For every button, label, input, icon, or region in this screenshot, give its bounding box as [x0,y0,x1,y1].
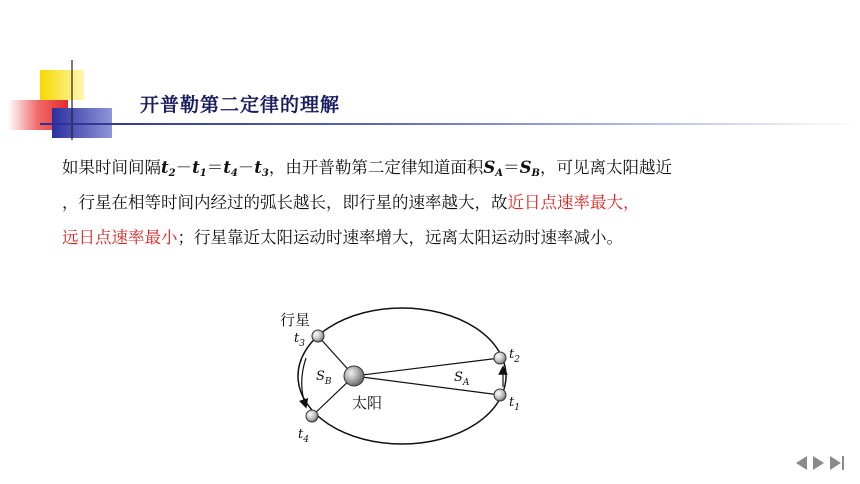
planet-t4-icon [306,410,318,422]
text-segment: ；行星靠近太阳运动时速率增大，远离太阳运动时速率减小。 [177,228,623,247]
label-t1: $t_1$ [509,395,520,413]
symbol-sb: $S_B$ [519,158,540,179]
orbit-ellipse [298,308,506,444]
triangle-left-icon[interactable] [796,456,807,470]
text-segment: ，行星在相等时间内经过的弧长越长，即行星的速率越大，故 [62,193,508,212]
slide-title: 开普勒第二定律的理解 [140,94,341,116]
label-t2: $t_2$ [509,347,520,365]
paragraph-line-3 [62,220,842,255]
paragraph-line-2 [62,185,842,220]
highlight-perihelion: 近日点速率最大， [507,193,640,212]
text-segment: ，由开普勒第二定律知道面积 [268,158,484,177]
title-underline [40,123,860,125]
skip-end-icon[interactable] [830,456,844,470]
planet-t2-icon [494,352,506,364]
area-label-sb: $S_B$ [316,369,332,387]
sun-icon [344,366,364,386]
equals-sign: ＝ [503,158,520,177]
label-t3: $t_3$ [294,331,305,349]
triangle-right-icon[interactable] [813,456,824,470]
label-t4: $t_4$ [298,427,309,445]
planet-label: 行星 [280,311,311,329]
minus-sign: － [237,158,255,177]
slide-navigation [796,454,844,472]
symbol-t2: $t_2$ [161,158,176,179]
kepler-orbit-diagram [272,300,532,460]
text-segment: ，可见离太阳越近 [539,158,672,177]
radius-line-t2 [354,358,500,376]
text-segment: 如果时间间隔 [62,158,161,177]
paragraph-line-1 [62,150,842,185]
header-ornament [0,60,140,140]
symbol-t3: $t_3$ [254,158,269,179]
planet-t3-icon [312,330,324,342]
radius-line-t1 [354,376,500,395]
planet-t1-icon [494,389,506,401]
equals-sign: ＝ [206,158,224,177]
sun-label: 太阳 [352,394,383,412]
symbol-t1: $t_1$ [192,158,207,179]
area-label-sa: $S_A$ [454,370,470,388]
symbol-t4: $t_4$ [223,158,238,179]
minus-sign: － [175,158,193,177]
symbol-sa: $S_A$ [483,158,504,179]
highlight-aphelion: 远日点速率最小 [62,228,178,247]
explanation-paragraph [62,150,842,255]
